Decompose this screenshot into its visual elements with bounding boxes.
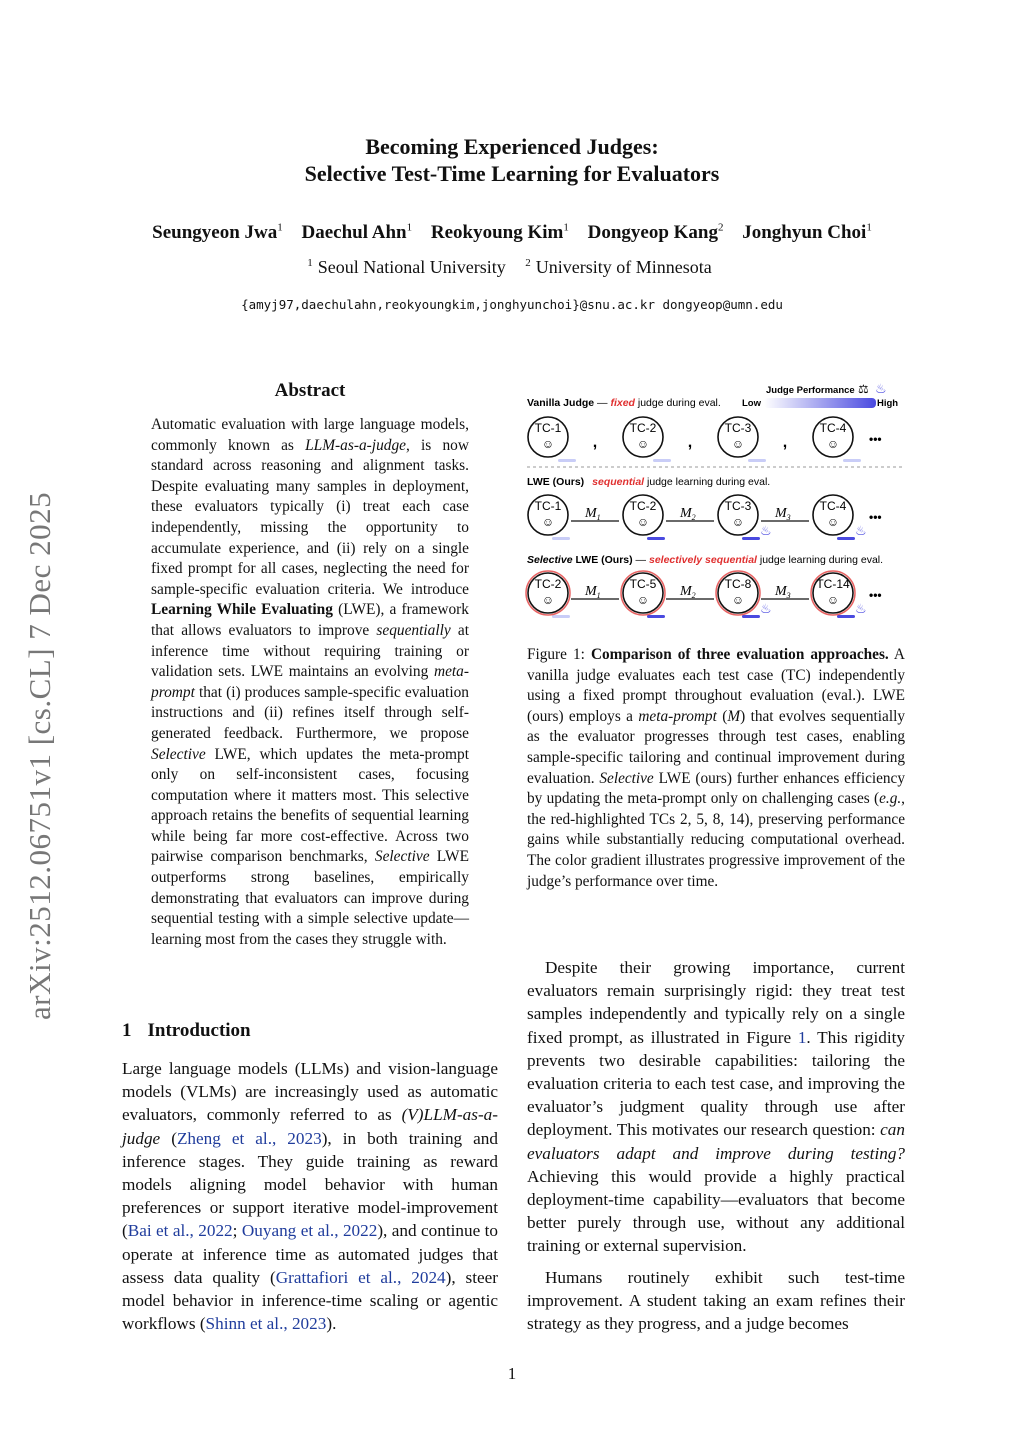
meta-prompt-label: $M_2$ [680,584,696,600]
citation-link[interactable]: Ouyang et al., 2022 [241,1221,378,1241]
arxiv-stamp: arXiv:2512.06751v1 [cs.CL] 7 Dec 2025 [22,491,57,1020]
test-case-label: TC-2 [629,499,657,513]
citation-link[interactable]: Zheng et al., 2023 [176,1128,322,1148]
perf-indicator [843,459,861,462]
abstract-heading: Abstract [274,380,346,401]
perf-indicator [653,459,671,462]
lwe-row [528,495,882,540]
perf-indicator [742,537,760,540]
perf-gradient-bar [764,398,876,408]
flame-icon: ♨ [760,601,772,616]
perf-indicator [837,537,855,540]
robot-face-icon: ☺ [541,593,555,607]
citation-link[interactable]: Grattafiori et al., 2024 [275,1267,446,1287]
judge-node [528,417,576,462]
author-list [0,222,1024,244]
title-line-1: Becoming Experienced Judges: [365,134,659,159]
perf-legend-label: Judge Performance [766,385,855,396]
ellipsis: ••• [869,588,882,602]
paper-title [0,133,1024,187]
section-heading-introduction: 1 Introduction [122,1020,251,1041]
perf-indicator [647,615,665,618]
perf-indicator [647,537,665,540]
test-case-label: TC-1 [534,499,562,513]
test-case-label: TC-1 [534,421,562,435]
judge-node [718,495,772,540]
paragraph: Humans routinely exhibit such test-time improvement. A student taking an exam refines their strategy as they progress, and a judge becomes [527,1267,905,1334]
robot-face-icon: ☺ [826,593,840,607]
title-line-2: Selective Test-Time Learning for Evaluators [304,161,720,186]
meta-prompt-label: $M_2$ [680,506,696,522]
figure-ref-link[interactable]: 1 [797,1027,807,1047]
test-case-label: TC-8 [724,577,752,591]
perf-indicator [558,459,576,462]
author: Daechul Ahn$^1$ [301,222,413,244]
figure-1-diagram [522,375,910,637]
robot-face-icon: ☺ [636,593,650,607]
vanilla-row [528,417,882,462]
test-case-label: TC-3 [724,421,752,435]
flame-icon: ♨ [855,523,867,538]
judge-node [623,417,671,462]
flame-icon: ♨ [760,523,772,538]
citation-link[interactable]: Bai et al., 2022 [127,1221,233,1241]
separator-comma: , [592,434,598,451]
test-case-label: TC-14 [816,577,850,591]
ellipsis: ••• [869,432,882,446]
judge-node [813,495,867,540]
selective-row [526,571,882,618]
right-column-body [527,956,905,1335]
abstract-body: Automatic evaluation with large language models, commonly known as LLM-as-a-judge, is now standard across reasoning and alignment tasks. Despite evaluating many samples in deployment, these evaluators typically (i) treat each case independently, missing the opportunity to accumulate experience, and (ii) rely on a single fixed prompt for all cases, neglecting the need for sample-specific evaluation criteria. We introduce Learning While Evaluating (LWE), a framework that allows evaluators to improve sequentially at inference time without requiring training or validation sets. LWE maintains an evolving meta-prompt that (i) produces sample-specific evaluation instructions and (ii) refines itself through self-generated feedback. Furthermore, we propose Selective LWE, which updates the meta-prompt only on self-inconsistent cases, focusing computation where it matters most. This selective approach retains the benefits of sequential learning while being far more cost-effective. Across two pairwise comparison benchmarks, Selective LWE outperforms strong baselines, empirically demonstrating that evaluators can improve during sequential testing with a simple selective update—learning most from the cases they struggle with. [151,416,469,948]
author-emails: {amyj97,daechulahn,reokyoungkim,jonghyunchoi}@snu.ac.kr dongyeop@umn.edu [241,297,783,312]
figure-1-caption: Figure 1: Comparison of three evaluation approaches. A vanilla judge evaluates each test case (TC) independently using a fixed prompt throughout evaluation (eval.). LWE (ours) employs a meta-prompt (M) that evolves sequentially as the evaluator progresses through test cases, enabling sample-specific tailoring and continual improvement during evaluation. Selective LWE (ours) further enhances efficiency by updating the meta-prompt only on challenging cases (e.g., the red-highlighted TCs 2, 5, 8, 14), preserving performance gains while substantially reducing computational overhead. The color gradient illustrates progressive improvement of the judge’s performance over time. [527,646,905,890]
robot-face-icon: ☺ [826,515,840,529]
judge-node [526,571,570,618]
flame-icon: ♨ [855,601,867,616]
judge-node [623,495,665,540]
robot-face-icon: ☺ [636,515,650,529]
judge-node [621,571,665,618]
selective-row-label: Selective LWE (Ours) — selectively sequential judge learning during eval. [527,554,884,566]
test-case-label: TC-4 [819,499,847,513]
meta-prompt-label: $M_3$ [775,584,791,600]
judge-node [718,417,766,462]
robot-face-icon: ☺ [541,515,555,529]
test-case-label: TC-2 [629,421,657,435]
test-case-label: TC-3 [724,499,752,513]
affiliation: $^2$ University of Minnesota [525,257,712,277]
test-case-label: TC-2 [534,577,562,591]
perf-indicator [552,537,570,540]
robot-face-icon: ☺ [731,515,745,529]
separator-comma: , [687,434,693,451]
vanilla-row-label: Vanilla Judge — fixed judge during eval. [527,397,721,409]
perf-low-label: Low [742,398,761,409]
author: Reokyoung Kim$^1$ [430,222,569,244]
citation-link[interactable]: Shinn et al., 2023 [205,1314,327,1334]
robot-face-icon: ☺ [731,437,745,451]
affiliation: $^1$ Seoul National University [307,257,506,277]
paragraph: Despite their growing importance, current evaluators remain surprisingly rigid: they treat test samples independently and typically rely on a single fixed prompt, as illustrated in Figure 1. This rigidity prevents two desirable capabilities: tailoring the evaluation criteria to each test case, and improving the evaluator’s judgment quality through use after deployment. This motivates our research question: can evaluators adapt and improve during testing? Achieving this would provide a highly practical deployment-time capability—evaluators that become better purely through use, without any additional training or external supervision. [527,958,905,1256]
ellipsis: ••• [869,510,882,524]
test-case-label: TC-4 [819,421,847,435]
page-number: 1 [507,1364,517,1383]
separator-comma: , [782,434,788,451]
author: Seungyeon Jwa$^1$ [152,222,283,244]
meta-prompt-label: $M_1$ [585,584,601,600]
author: Dongyeop Kang$^2$ [587,222,724,244]
gavel-icon: ⚖ [858,382,869,396]
perf-indicator [552,615,570,618]
judge-node [528,495,570,540]
robot-face-icon: ☺ [826,437,840,451]
perf-high-label: High [877,398,899,409]
robot-face-icon: ☺ [541,437,555,451]
perf-indicator [742,615,760,618]
test-case-label: TC-5 [629,577,657,591]
intro-paragraph: Large language models (LLMs) and vision-language models (VLMs) are increasingly used as automatic evaluators, commonly referred to as (V)LLM-as-a-judge (Zheng et al., 2023), in both training and inference stages. They guide training as reward models aligning model behavior with human preferences or support iterative model-improvement (Bai et al., 2022; Ouyang et al., 2022), and continue to operate at inference time as automated judges that assess data quality (Grattafiori et al., 2024), steer model behavior in inference-time scaling or agentic workflows (Shinn et al., 2023). [122,1059,498,1334]
author: Jonghyun Choi$^1$ [742,222,872,244]
perf-indicator [837,615,855,618]
meta-prompt-label: $M_3$ [775,506,791,522]
affiliations [0,257,1024,278]
perf-indicator [748,459,766,462]
judge-node [716,571,772,618]
robot-face-icon: ☺ [731,593,745,607]
judge-node [811,571,867,618]
judge-node [813,417,861,462]
lwe-row-label: LWE (Ours) sequential judge learning during eval. [527,476,771,488]
meta-prompt-label: $M_1$ [585,506,601,522]
robot-face-icon: ☺ [636,437,650,451]
flame-icon: ♨ [875,381,887,396]
